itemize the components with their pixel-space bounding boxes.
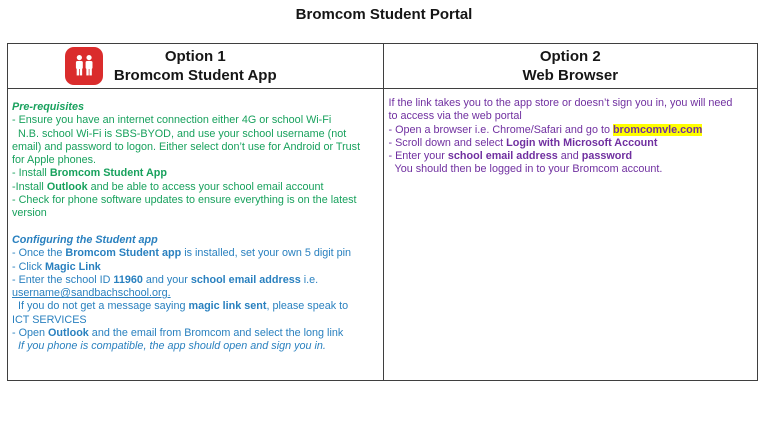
text-segment: Configuring the Student app [12, 233, 158, 246]
option2-subtitle: Web Browser [522, 67, 619, 84]
text-line [12, 314, 379, 327]
option1-instructions [8, 89, 383, 380]
text-segment: is installed, set your own 5 digit pin [181, 247, 352, 260]
option1-header-text [114, 47, 277, 85]
text-line [12, 101, 379, 114]
text-segment: email) and password to logon. Either select don’t use for Android or Trust [12, 140, 361, 153]
text-line [12, 221, 379, 234]
options-table [7, 43, 758, 381]
text-segment: Bromcom Student app [65, 247, 182, 260]
option2-header-cell [383, 44, 758, 88]
text-segment: magic link sent [188, 300, 267, 313]
text-segment: Outlook [46, 180, 88, 193]
text-segment: and [557, 150, 582, 163]
text-segment: Pre-requisites [12, 101, 85, 113]
option2-instructions [383, 89, 758, 380]
text-segment: Bromcom Student App [49, 167, 167, 180]
highlighted-url-text: bromcomvle.com [612, 123, 703, 136]
text-segment: to access via the web portal [388, 110, 522, 123]
text-line [12, 234, 379, 247]
option1-subtitle: Bromcom Student App [113, 67, 277, 84]
text-segment: Outlook [48, 327, 89, 340]
text-line [12, 340, 379, 353]
email-address-text: username@sandbachschool.org. [12, 287, 171, 300]
text-segment: school email address [447, 150, 558, 163]
option1-title: Option 1 [164, 48, 226, 65]
text-segment: Login with Microsoft Account [506, 136, 658, 149]
text-line [12, 247, 379, 260]
text-line [12, 114, 379, 127]
text-segment: version [12, 207, 47, 220]
text-segment: - Ensure you have an internet connection either 4G or school Wi-Fi [12, 114, 332, 127]
option2-header-text [522, 47, 618, 85]
text-segment: 11960 [113, 273, 143, 286]
text-line [389, 97, 754, 110]
text-segment: , please speak to [266, 300, 349, 313]
text-segment: - Once the [12, 247, 66, 260]
text-segment: - Click [12, 260, 45, 273]
page-title: Bromcom Student Portal [295, 6, 473, 23]
text-line [389, 150, 754, 163]
text-segment: You should then be logged in to your Bromcom account. [388, 163, 663, 176]
text-line [12, 167, 379, 180]
text-segment: If the link takes you to the app store or doesn’t sign you in, you will need [388, 97, 733, 109]
text-segment: -Install [12, 180, 47, 193]
text-line [389, 137, 754, 150]
text-segment: school email address [190, 273, 301, 286]
text-line [12, 261, 379, 274]
text-segment: Magic Link [45, 260, 101, 273]
text-segment: If you phone is compatible, the app should open and sign you in. [12, 340, 326, 353]
text-segment: password [581, 150, 633, 163]
text-segment: N.B. school Wi-Fi is SBS-BYOD, and use your school username (not [12, 127, 347, 140]
text-line [12, 181, 379, 194]
text-segment: and be able to access your school email account [87, 180, 324, 193]
text-segment: - Scroll down and select [388, 136, 507, 149]
text-segment: - Enter the school ID [12, 273, 114, 286]
text-line [12, 194, 379, 207]
text-segment: - Install [12, 167, 50, 180]
text-line [12, 287, 379, 300]
option1-header-cell [8, 44, 383, 88]
text-segment: - Open [12, 327, 49, 340]
text-line [12, 154, 379, 167]
text-segment: - Open a browser i.e. Chrome/Safari and go to [388, 123, 613, 136]
text-segment: for Apple phones. [12, 154, 97, 167]
text-segment: ICT SERVICES [12, 313, 87, 326]
text-line [389, 110, 754, 123]
text-segment: - Check for phone software updates to ensure everything is on the latest [12, 194, 357, 207]
text-segment: If you do not get a message saying [12, 300, 189, 313]
text-line [389, 124, 754, 137]
option2-title: Option 2 [539, 48, 601, 65]
text-segment: and your [142, 273, 191, 286]
text-segment: i.e. [300, 273, 319, 286]
text-line [12, 141, 379, 154]
text-segment: and the email from Bromcom and select the long link [88, 327, 344, 340]
text-segment: - Enter your [388, 150, 448, 163]
table-header-row [8, 44, 757, 89]
table-body-row [8, 89, 757, 380]
text-line [12, 327, 379, 340]
text-line [12, 207, 379, 220]
text-line [12, 274, 379, 287]
text-line [12, 128, 379, 141]
students-app-icon [65, 47, 103, 85]
text-line [12, 300, 379, 313]
text-line [389, 163, 754, 176]
